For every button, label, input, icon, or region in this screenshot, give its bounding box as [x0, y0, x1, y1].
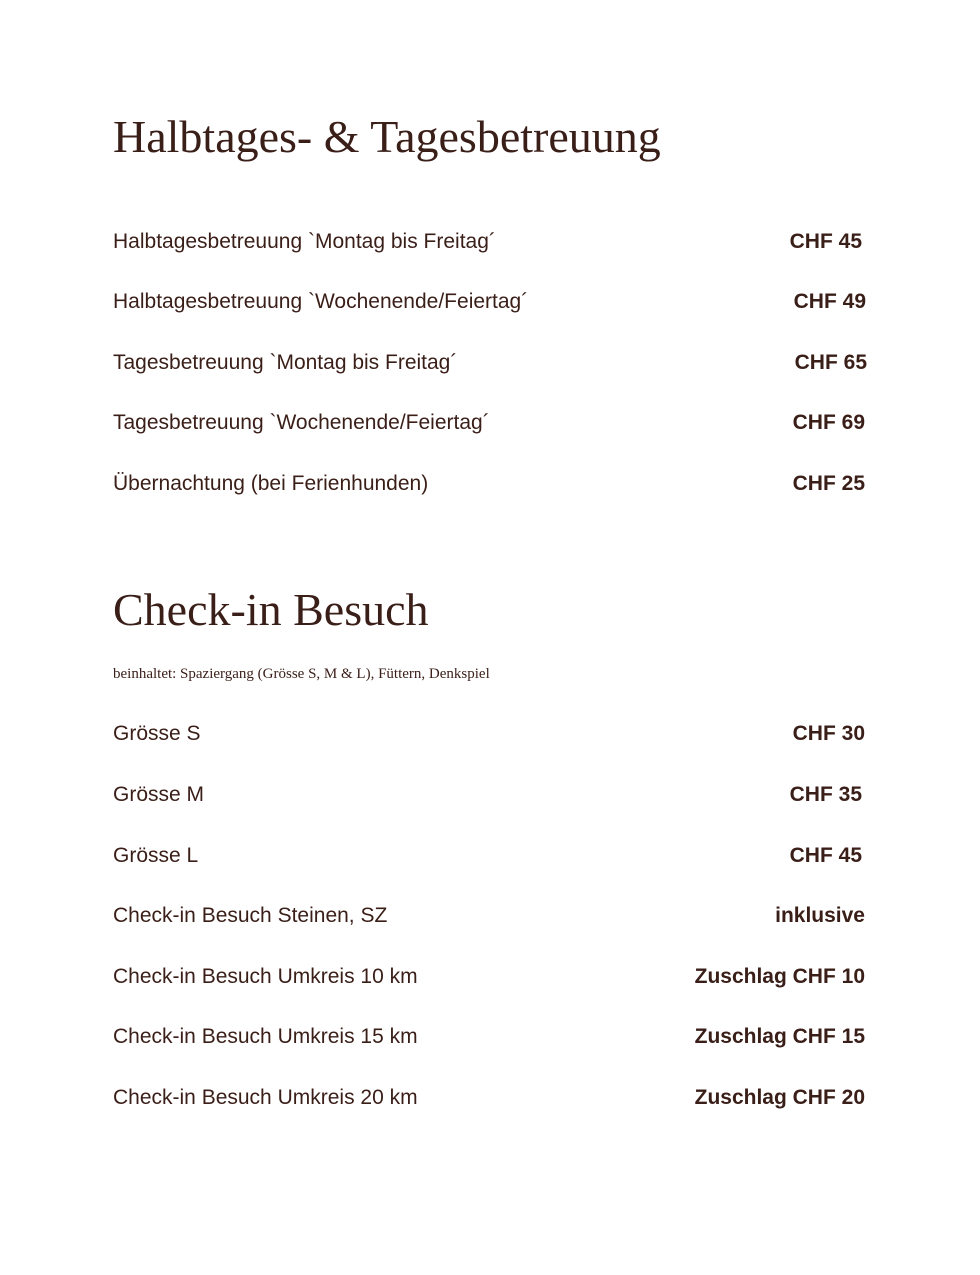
service-label: Tagesbetreuung `Wochenende/Feiertag´ [113, 411, 490, 434]
price-row [113, 902, 866, 930]
service-price: CHF 49 [793, 290, 866, 313]
service-price: inklusive [775, 904, 865, 927]
service-price: CHF 25 [792, 472, 865, 495]
service-label: Check-in Besuch Umkreis 15 km [113, 1025, 418, 1048]
service-price: CHF 45 [789, 230, 862, 253]
price-row [113, 349, 866, 377]
service-label: Halbtagesbetreuung `Montag bis Freitag´ [113, 230, 496, 253]
price-row [113, 228, 866, 256]
service-price: CHF 69 [792, 411, 865, 434]
service-label: Check-in Besuch Steinen, SZ [113, 904, 388, 927]
price-row [113, 1084, 866, 1112]
price-row [113, 1023, 866, 1051]
price-row [113, 720, 866, 748]
price-row [113, 963, 866, 991]
price-row [113, 842, 866, 870]
service-label: Halbtagesbetreuung `Wochenende/Feiertag´ [113, 290, 529, 313]
service-label: Grösse S [113, 722, 201, 745]
service-price: Zuschlag CHF 10 [694, 965, 865, 988]
service-price: CHF 30 [792, 722, 865, 745]
service-price: Zuschlag CHF 15 [694, 1025, 865, 1048]
price-row [113, 409, 866, 437]
section-title-daycare: Halbtages- & Tagesbetreuung [113, 111, 661, 162]
price-row [113, 288, 866, 316]
price-row [113, 781, 866, 809]
service-label: Grösse L [113, 844, 199, 867]
section-title-check-in: Check-in Besuch [113, 584, 429, 635]
service-label: Tagesbetreuung `Montag bis Freitag´ [113, 351, 458, 374]
service-label: Grösse M [113, 783, 205, 806]
service-label: Übernachtung (bei Ferienhunden) [113, 472, 429, 495]
service-price: CHF 35 [789, 783, 862, 806]
service-price: Zuschlag CHF 20 [694, 1086, 865, 1109]
service-price: CHF 65 [794, 351, 867, 374]
section-note: beinhaltet: Spaziergang (Grösse S, M & L), Füttern, Denkspiel [113, 666, 490, 682]
price-row [113, 470, 866, 498]
service-label: Check-in Besuch Umkreis 10 km [113, 965, 418, 988]
service-price: CHF 45 [789, 844, 862, 867]
service-label: Check-in Besuch Umkreis 20 km [113, 1086, 418, 1109]
